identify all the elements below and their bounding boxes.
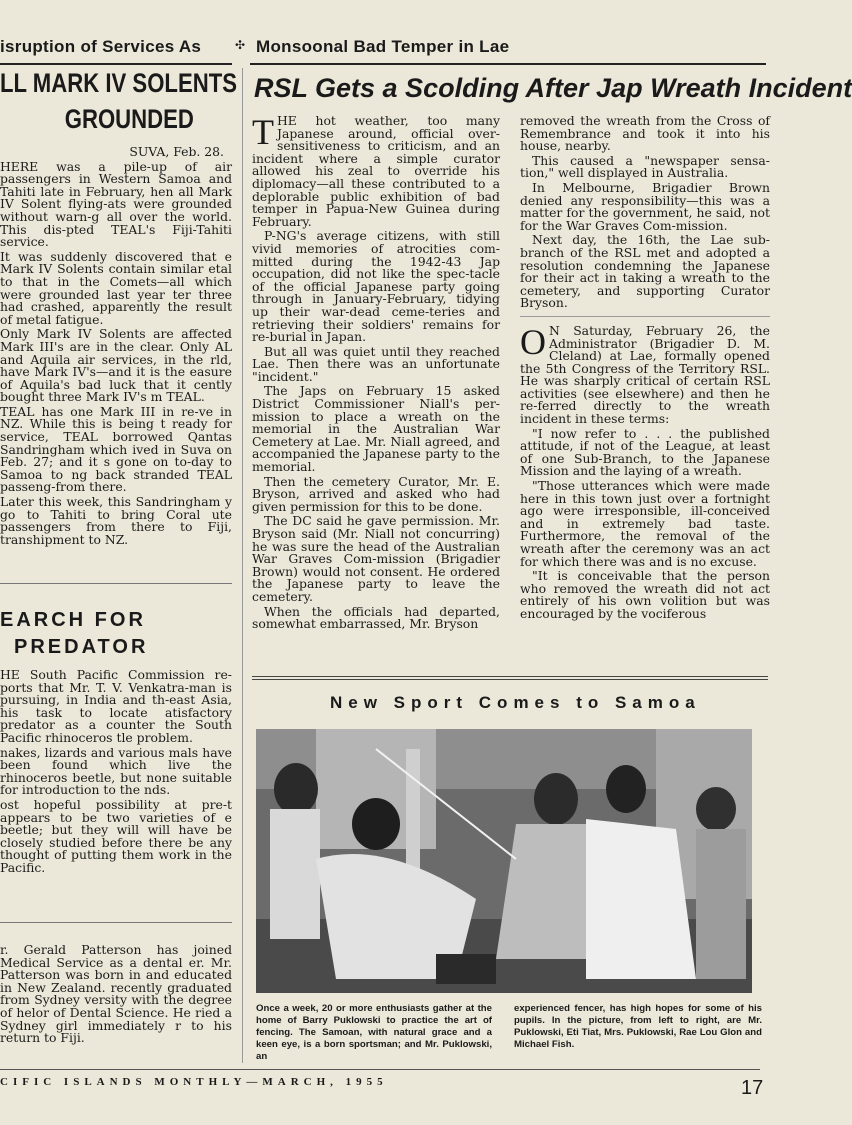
paragraph: "Those utterances which were made here in this town just over a fortnight ago were irresponsible, ill-conceived and in extremely bad taste. Furthermore, the removal of the wreath after the ceremony was an act for which there was and is no excuse.: [520, 478, 770, 569]
page-number: 17: [741, 1077, 764, 1099]
paragraph: P-NG's average citizens, with still vivid memories of atrocities com-mitted during the 1942-43 Jap occupation, did not like the spec-tacle of the official Japanese party going through in January-February, tidying up their war-dead ceme-teries and retrieving their soldiers' remains for re-burial in Japan.: [252, 228, 500, 345]
paragraph: When the officials had departed, somewhat embarrassed, Mr. Bryson: [252, 603, 500, 632]
paragraph: But all was quiet until they reached Lae. Then there was an unfortunate "incident.": [252, 343, 500, 384]
headline-line: GROUNDED: [64, 104, 194, 134]
paragraph: The DC said he gave permission. Mr. Bryson said (Mr. Niall not concurring) he was sure the head of the Australian War Graves Com-mission (Brigadier Brown) would not consent. He ordered the Japanese party to leave the cemetery.: [252, 513, 500, 604]
footer-publication: CIFIC ISLANDS MONTHLY—MARCH, 1955: [0, 1076, 388, 1088]
ornament-icon: ✣: [235, 38, 246, 52]
fencing-photo: [256, 729, 752, 993]
drop-cap: T: [252, 112, 274, 152]
column-rule: [242, 68, 243, 1063]
divider: [0, 922, 232, 923]
main-story-col2: [520, 115, 770, 668]
paragraph: O N Saturday, February 26, the Administrator (Brigadier D. M. Cleland) at Lae, formally opened the 5th Congress of the Territory RSL. He was sharply critical of certain RSL activities (see elsewhere) and then he re-ferred directly to the wreath incident in these terms:: [520, 321, 770, 427]
drop-cap: O: [520, 321, 546, 362]
paragraph: Later this week, this Sandringham y go to Tahiti to bring Coral ute passengers from there to Fiji, transhipment to NZ.: [0, 494, 232, 547]
story-solents-body: [0, 146, 232, 574]
photo-caption-left: Once a week, 20 or more enthusiasts gather at the home of Barry Puklowski to practice the art of fencing. The Samoan, with natural grace and a keen eye, is a born sportsman; and Mr. Puklowski, an: [256, 1003, 492, 1062]
headline-line: PREDATOR: [14, 636, 149, 658]
paragraph: HERE was a pile-up of air passengers in Western Samoa and Tahiti late in February, hen all Mark IV Solent flying-ats were grounded without warn-g all over the world. This dis-pted TEAL's Fiji-Tahiti service.: [0, 158, 232, 250]
headline-line: LL MARK IV SOLENTS: [0, 68, 237, 98]
dateline: SUVA, Feb. 28.: [129, 144, 224, 159]
paragraph: Then the cemetery Curator, Mr. E. Bryson, arrived and asked who had given permission for this to be done.: [252, 473, 500, 514]
divider: [252, 676, 768, 677]
paragraph: It was suddenly discovered that e Mark IV Solents contain similar etal to that in the Comets—all which were grounded last year ter three had crashed, apparently the result of metal fatigue.: [0, 248, 232, 327]
story-solents: [0, 68, 237, 134]
paragraph: TEAL has one Mark III in re-ve in NZ. While this is being t ready for service, TEAL borrowed Qantas Sandringham which ived in Suva on Feb. 27; and it s gone on to-day to Samoa to ng back stranded TEAL passeng-from there.: [0, 403, 232, 495]
paragraph: Next day, the 16th, the Lae sub-branch of the RSL met and adopted a resolution condemning the Japanese for their act in taking a wreath to the cemetery, and supporting Curator Bryson.: [520, 232, 770, 311]
fencing-photo-illustration: [256, 729, 752, 993]
paragraph: Only Mark IV Solents are affected Mark III's are in the clear. Only AL and Aquila air services, in the rld, have Mark IV's—and it is the easure of Aquila's bad luck that it cently bought three Mark IV's m TEAL.: [0, 326, 232, 405]
paragraph: This caused a "newspaper sensa-tion," well displayed in Australia.: [520, 152, 770, 181]
divider: [0, 583, 232, 584]
paragraph: nakes, lizards and various mals have been found which live the rhinoceros beetle, but none suitable for introduction to the nds.: [0, 744, 232, 798]
story-predator-body: [0, 669, 232, 909]
paragraph: r. Gerald Patterson has joined Medical Service as a dental er. Mr. Patterson was born in and educated in New Zealand. recently graduated from Sydney versity with the degree of helor of Dental Science. He ried a Sydney girl immediately r to his return to Fiji.: [0, 942, 232, 1046]
left-kicker: isruption of Services As: [0, 37, 202, 56]
paragraph: In Melbourne, Brigadier Brown denied any responsibility—this was a matter for the government, he said, not for the War Graves Com-mission.: [520, 179, 770, 233]
paragraph: HE South Pacific Commission re-ports that Mr. T. V. Venkatra-man is pursuing, in India and th-east Asia, his task to locate atisfactory predator as a counter the South Pacific rhinoceros tle problem.: [0, 667, 232, 745]
paragraph: removed the wreath from the Cross of Remembrance and took it into his house, nearby.: [520, 113, 770, 154]
photo-caption-right: experienced fencer, has high hopes for some of his pupils. In the picture, from left to right, are Mr. Puklowski, Eti Tiat, Mrs. Puklowski, Rae Lou Glon and Michael Fish.: [514, 1003, 762, 1050]
paragraph: THE hot weather, too many Japanese around, official over-sensitiveness to criticism, and an incident where a simple curator allowed his zeal to override his diplomacy—all these contributed to a deplorable public exhibition of bad temper in Papua-New Guinea during February.: [252, 112, 500, 229]
photo-headline: New Sport Comes to Samoa: [330, 693, 701, 712]
paragraph: The Japs on February 15 asked District Commissioner Niall's per-mission to place a wreath on the memorial in the Australian War Cemetery at Lae. Mr. Niall agreed, and accompanied the Japanese party to the memorial.: [252, 383, 500, 475]
story-patterson-body: [0, 942, 232, 1046]
main-headline: RSL Gets a Scolding After Jap Wreath Incident: [254, 73, 852, 103]
divider: [250, 63, 766, 65]
paragraph: "It is conceivable that the person who removed the wreath did not act entirely of his own volition but was encouraged by the vociferous: [520, 568, 770, 621]
divider: [0, 63, 232, 65]
paragraph: "I now refer to . . . the published attitude, if not of the League, at least of one Sub-Branch, to the Japanese Mission and the laying of a wreath.: [520, 425, 770, 479]
headline-line: EARCH FOR: [0, 609, 146, 631]
paragraph: ost hopeful possibility at pre-t appears to be two varieties of e beetle; but they will will have be closely studied before there be any thought of putting them work in the Pacific.: [0, 796, 232, 875]
right-kicker: Monsoonal Bad Temper in Lae: [256, 37, 510, 56]
divider: [252, 679, 768, 680]
divider: [0, 1069, 760, 1070]
divider: [520, 316, 770, 317]
main-story-col1: [252, 112, 500, 668]
